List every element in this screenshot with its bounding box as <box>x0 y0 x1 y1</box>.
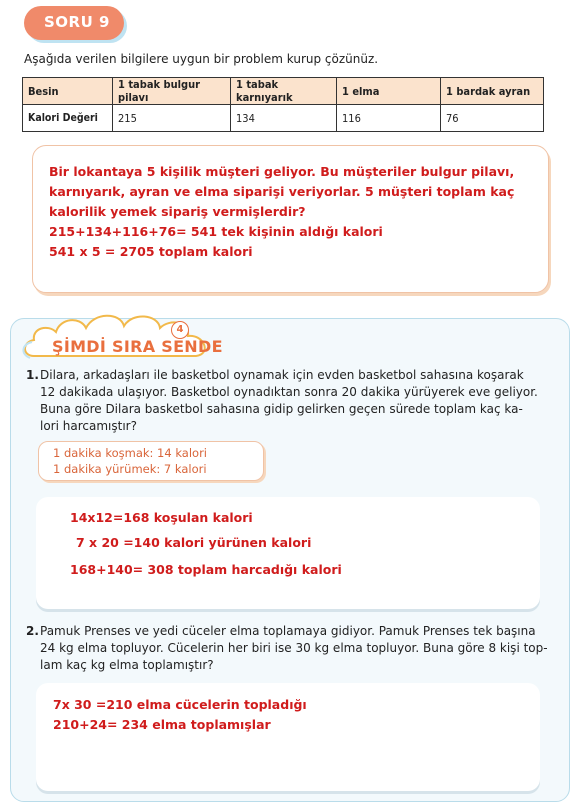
question-line: 24 kg elma topluyor. Cücelerin her biri ise 30 kg elma topluyor. Buna göre 8 kişi top- <box>40 641 548 655</box>
calorie-table <box>22 77 544 132</box>
table-header-cell: 1 elma <box>337 78 441 105</box>
problem-line: Bir lokantaya 5 kişilik müşteri geliyor. Bu müşteriler bulgur pilavı, <box>49 164 515 179</box>
answer-line: 168+140= 308 toplam harcadığı kalori <box>70 562 342 577</box>
answer-line: 210+24= 234 elma toplamışlar <box>53 717 271 732</box>
table-cell: 215 <box>113 105 231 132</box>
question-line: Buna göre Dilara basketbol sahasına gidip gelirken geçen sürede toplam kaç ka- <box>40 402 523 416</box>
table-header-cell: Besin <box>23 78 113 105</box>
question-line: lori harcamıştır? <box>40 419 137 433</box>
table-cell: 116 <box>337 105 441 132</box>
answer-box-1 <box>36 497 540 609</box>
hint-line: 1 dakika yürümek: 7 kalori <box>53 462 207 476</box>
problem-line: kalorilik yemek sipariş vermişlerdir? <box>49 204 306 219</box>
question-number: 1. <box>26 368 39 382</box>
instruction-text: Aşağıda verilen bilgilere uygun bir problem kurup çözünüz. <box>24 52 379 66</box>
answer-line: 7x 30 =210 elma cücelerin topladığı <box>53 697 307 712</box>
question-line: Pamuk Prenses ve yedi cüceler elma toplamaya gidiyor. Pamuk Prenses tek başına <box>40 624 536 638</box>
table-header-cell: 1 bardak ayran <box>441 78 544 105</box>
section-title: ŞİMDİ SIRA SENDE <box>52 337 223 356</box>
question-line: lam kaç kg elma toplamıştır? <box>40 658 214 672</box>
problem-answer-box <box>32 145 549 293</box>
hint-line: 1 dakika koşmak: 14 kalori <box>53 446 207 460</box>
question-line: 12 dakikada ulaşıyor. Basketbol oynadıktan sonra 20 dakika yürüyerek eve geliyor. <box>40 385 538 399</box>
table-cell: 76 <box>441 105 544 132</box>
problem-line: karnıyarık, ayran ve elma siparişi veriyorlar. 5 müşteri toplam kaç <box>49 184 515 199</box>
answer-box-2 <box>36 683 540 791</box>
table-cell: 134 <box>231 105 337 132</box>
question-badge-label: SORU 9 <box>44 13 110 31</box>
table-cell: Kalori Değeri <box>23 105 113 132</box>
answer-line: 7 x 20 =140 kalori yürünen kalori <box>76 535 312 550</box>
table-header-row <box>23 78 544 105</box>
table-header-cell: 1 tabak bulgur pilavı <box>113 78 231 105</box>
question-2 <box>26 623 554 674</box>
question-1 <box>26 367 554 435</box>
solution-line: 541 x 5 = 2705 toplam kalori <box>49 244 253 259</box>
question-line: Dilara, arkadaşları ile basketbol oynamak için evden basketbol sahasına koşarak <box>40 368 524 382</box>
question-badge <box>24 6 124 40</box>
table-row <box>23 105 544 132</box>
section-number-badge: 4 <box>171 321 189 339</box>
question-number: 2. <box>26 624 39 638</box>
solution-line: 215+134+116+76= 541 tek kişinin aldığı kalori <box>49 224 383 239</box>
hint-box <box>38 441 264 481</box>
table-header-cell: 1 tabak karnıyarık <box>231 78 337 105</box>
answer-line: 14x12=168 koşulan kalori <box>70 510 253 525</box>
